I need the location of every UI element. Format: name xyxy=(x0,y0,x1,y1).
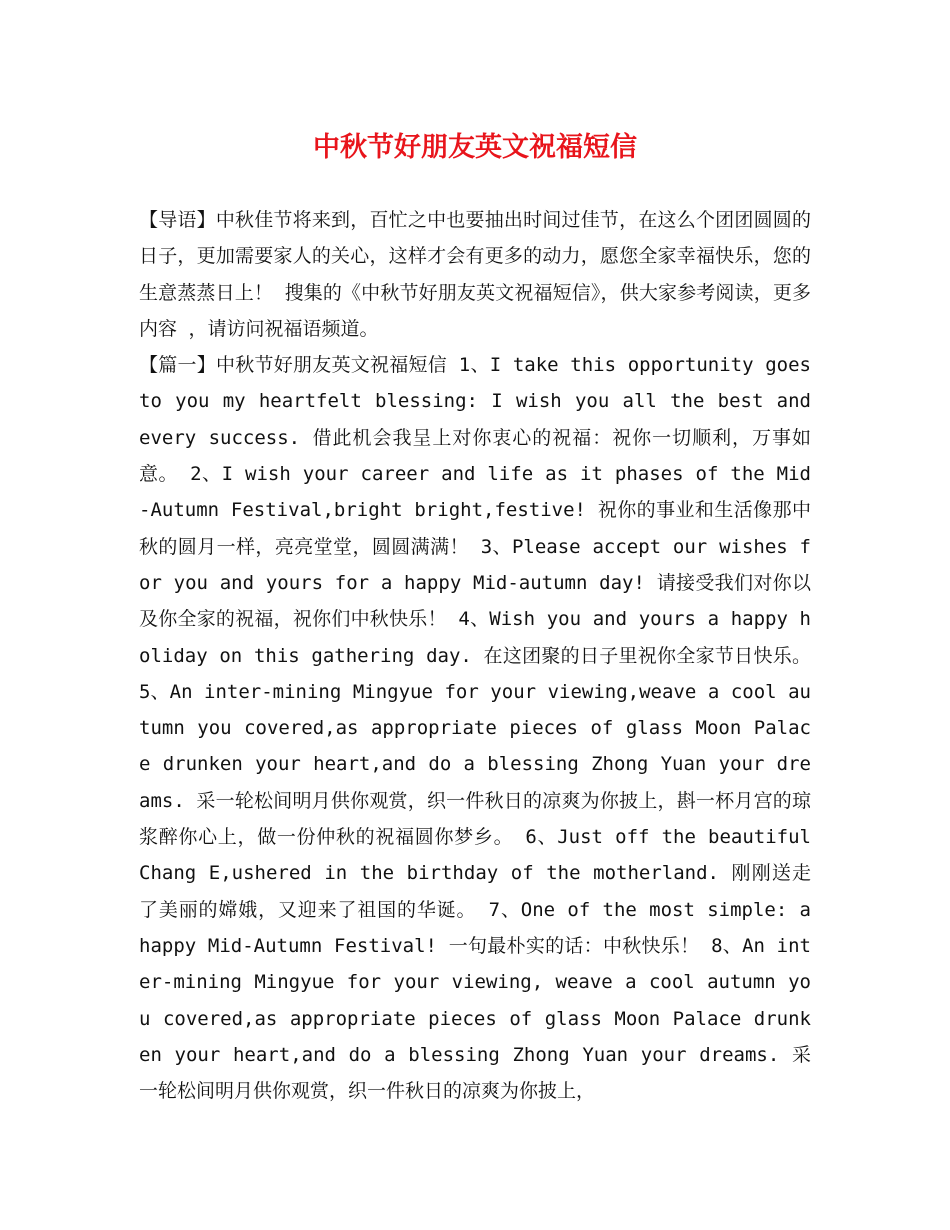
intro-paragraph: 【导语】中秋佳节将来到，百忙之中也要抽出时间过佳节，在这么个团团圆圆的日子，更加需要家人的关心，这样才会有更多的动力，愿您全家幸福快乐，您的生意蒸蒸日上！ 搜集的《中秋节好朋友英文祝福短信》，供大家参考阅读，更多内容 ，请访问祝福语频道。 xyxy=(139,209,811,340)
document-title: 中秋节好朋友英文祝福短信 xyxy=(313,132,637,163)
section-one-paragraph: 【篇一】中秋节好朋友英文祝福短信 1、I take this opportunity goes to you my heartfelt blessing: I wish you all the best and every success. 借此机会我呈上对你衷心的祝福：祝你一切顺利，万事如意。 2、I wish your career and life as it phases of the Mid-Autumn Festival,bright bright,festive! 祝你的事业和生活像那中秋的圆月一样，亮亮堂堂，圆圆满满！ 3、Please accept our wishes for you and yours for a happy Mid-autumn day! 请接受我们对你以及你全家的祝福，祝你们中秋快乐！ 4、Wish you and yours a happy holiday on this gathering day. 在这团聚的日子里祝你全家节日快乐。 5、An inter-mining Mingyue for your viewing,weave a cool autumn you covered,as appropriate pieces of glass Moon Palace drunken your heart,and do a blessing Zhong Yuan your dreams. 采一轮松间明月供你观赏，织一件秋日的凉爽为你披上，斟一杯月宫的琼浆醉你心上，做一份仲秋的祝福圆你梦乡。 6、Just off the beautiful Chang E,ushered in the birthday of the motherland. 刚刚送走了美丽的嫦娥，又迎来了祖国的华诞。 7、One of the most simple: a happy Mid-Autumn Festival! 一句最朴实的话：中秋快乐！ 8、An inter-mining Mingyue for your viewing, weave a cool autumn you covered,as appropriate pieces of glass Moon Palace drunken your heart,and do a blessing Zhong Yuan your dreams. 采一轮松间明月供你观赏，织一件秋日的凉爽为你披上， xyxy=(139,354,811,1103)
document-body xyxy=(139,202,811,1109)
